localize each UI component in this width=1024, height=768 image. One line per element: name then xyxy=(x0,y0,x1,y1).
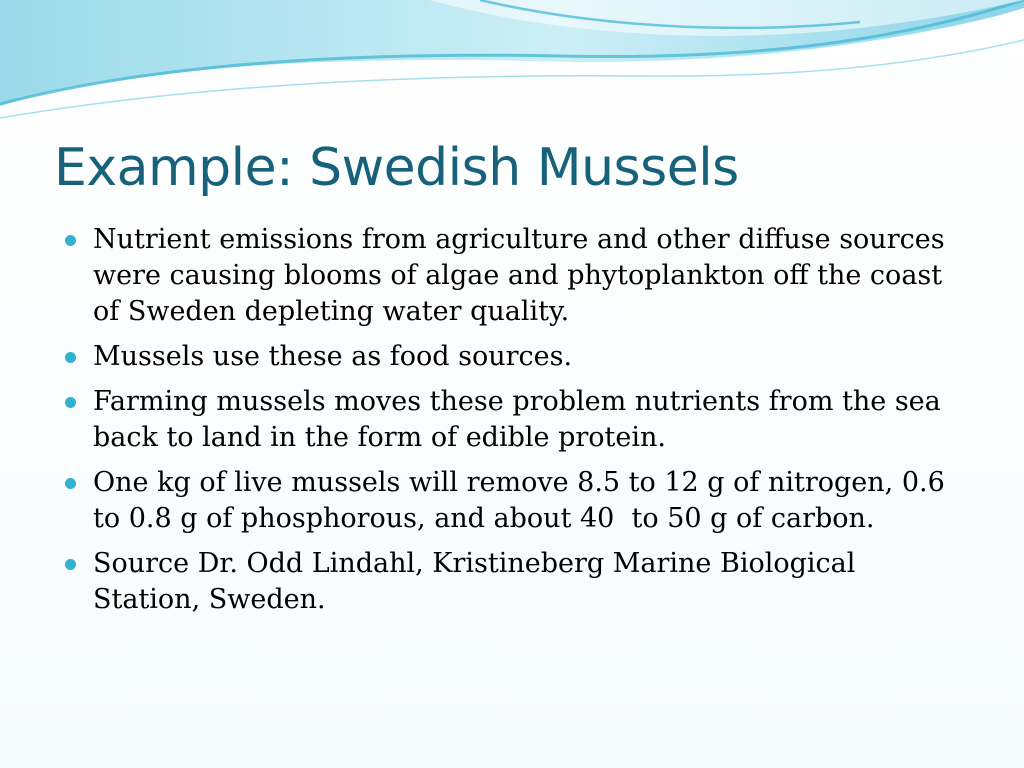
bullet-list xyxy=(62,222,962,627)
bullet-dot-icon xyxy=(65,397,76,408)
bullet-item xyxy=(62,384,962,456)
bullet-dot-icon xyxy=(65,559,76,570)
bullet-item xyxy=(62,546,962,618)
bullet-text: Source Dr. Odd Lindahl, Kristineberg Marine Biological Station, Sweden. xyxy=(93,548,856,615)
bullet-dot-icon xyxy=(65,352,76,363)
bullet-item xyxy=(62,465,962,537)
bullet-text: Nutrient emissions from agriculture and other diffuse sources were causing blooms of algae and phytoplankton off the coast of Sweden depleting water quality. xyxy=(93,224,945,327)
slide-title: Example: Swedish Mussels xyxy=(54,138,739,198)
bullet-item xyxy=(62,222,962,330)
bullet-text: Mussels use these as food sources. xyxy=(93,341,573,372)
wave-header-decoration xyxy=(0,0,1024,120)
bullet-item xyxy=(62,339,962,375)
bullet-dot-icon xyxy=(65,235,76,246)
bullet-text: One kg of live mussels will remove 8.5 to 12 g of nitrogen, 0.6 to 0.8 g of phosphorous, and about 40 to 50 g of carbon. xyxy=(93,467,954,534)
bullet-dot-icon xyxy=(65,478,76,489)
bullet-text: Farming mussels moves these problem nutrients from the sea back to land in the form of edible protein. xyxy=(93,386,941,453)
